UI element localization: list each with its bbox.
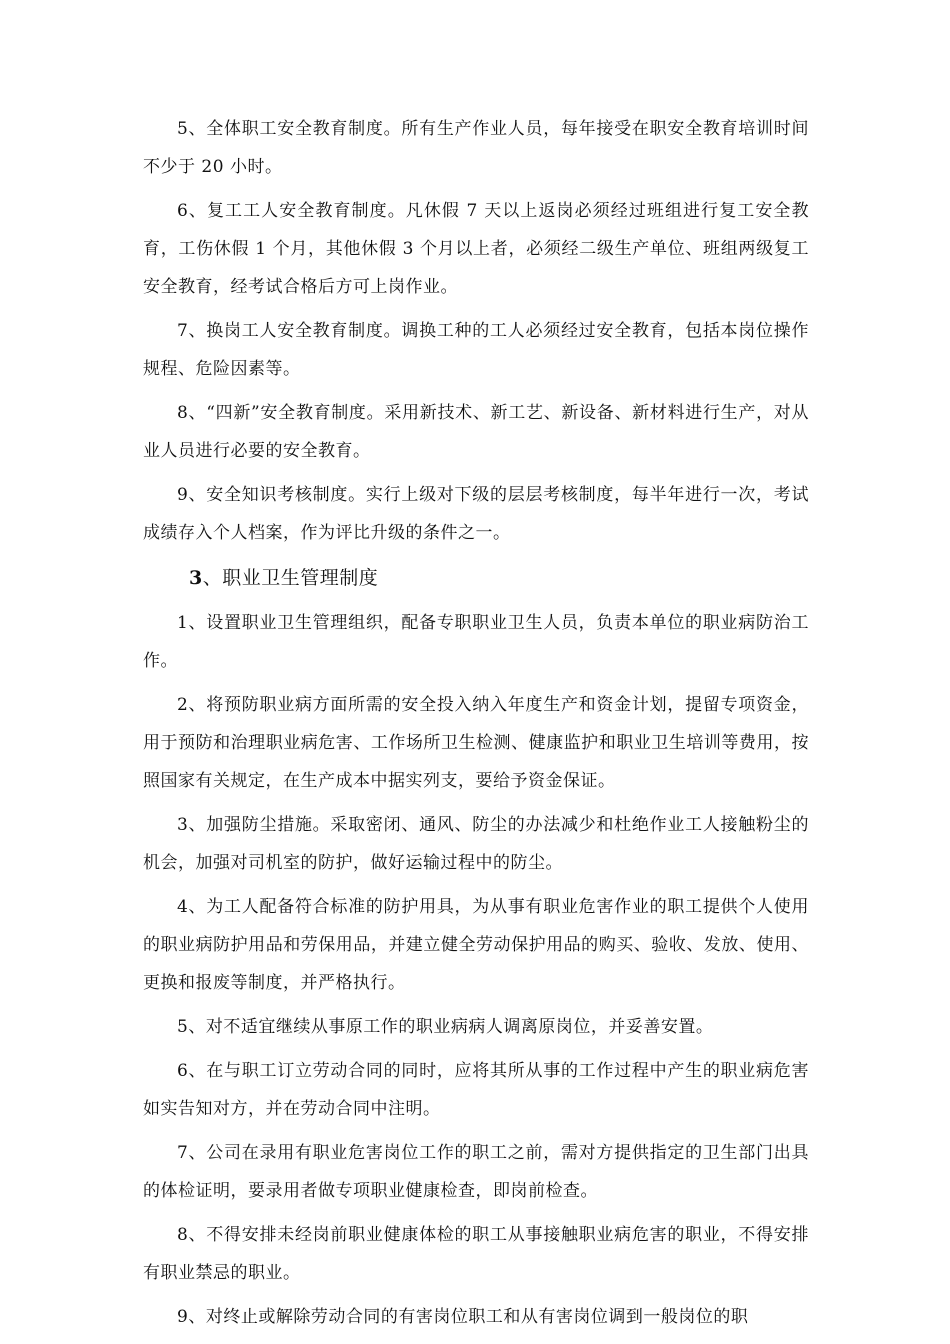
section-number: 3 [189,567,203,589]
paragraph-safety-education-9: 9、安全知识考核制度。实行上级对下级的层层考核制度，每半年进行一次，考试成绩存入个人档案，作为评比升级的条件之一。 [143,485,809,543]
paragraph-safety-education-8: 8、“四新”安全教育制度。采用新技术、新工艺、新设备、新材料进行生产，对从业人员进行必要的安全教育。 [143,403,809,461]
paragraph-occupational-health-6: 6、在与职工订立劳动合同的同时，应将其所从事的工作过程中产生的职业病危害如实告知对方，并在劳动合同中注明。 [143,1061,809,1119]
section-title: 、职业卫生管理制度 [202,567,379,589]
paragraph-safety-education-7: 7、换岗工人安全教育制度。调换工种的工人必须经过安全教育，包括本岗位操作规程、危险因素等。 [143,321,809,379]
section-heading [143,558,809,598]
paragraph-occupational-health-5: 5、对不适宜继续从事原工作的职业病病人调离原岗位，并妥善安置。 [177,1017,714,1037]
document-body [143,110,809,1342]
paragraph-occupational-health-7: 7、公司在录用有职业危害岗位工作的职工之前，需对方提供指定的卫生部门出具的体检证明，要录用者做专项职业健康检查，即岗前检查。 [143,1143,809,1201]
paragraph-occupational-health-2: 2、将预防职业病方面所需的安全投入纳入年度生产和资金计划，提留专项资金，用于预防和治理职业病危害、工作场所卫生检测、健康监护和职业卫生培训等费用，按照国家有关规定，在生产成本中据实列支，要给予资金保证。 [143,695,809,791]
paragraph-occupational-health-9: 9、对终止或解除劳动合同的有害岗位职工和从有害岗位调到一般岗位的职 [177,1307,749,1327]
paragraph-safety-education-5: 5、全体职工安全教育制度。所有生产作业人员，每年接受在职安全教育培训时间不少于 20 小时。 [143,119,809,177]
paragraph-safety-education-6: 6、复工工人安全教育制度。凡休假 7 天以上返岗必须经过班组进行复工安全教育，工伤休假 1 个月，其他休假 3 个月以上者，必须经二级生产单位、班组两级复工安全教育，经考试合格后方可上岗作业。 [143,201,809,297]
paragraph-occupational-health-8: 8、不得安排未经岗前职业健康体检的职工从事接触职业病危害的职业，不得安排有职业禁忌的职业。 [143,1225,809,1283]
paragraph-occupational-health-4: 4、为工人配备符合标准的防护用具，为从事有职业危害作业的职工提供个人使用的职业病防护用品和劳保用品，并建立健全劳动保护用品的购买、验收、发放、使用、更换和报废等制度，并严格执行。 [143,897,809,993]
paragraph-occupational-health-1: 1、设置职业卫生管理组织，配备专职职业卫生人员，负责本单位的职业病防治工作。 [143,613,809,671]
paragraph-occupational-health-3: 3、加强防尘措施。采取密闭、通风、防尘的办法减少和杜绝作业工人接触粉尘的机会，加强对司机室的防护，做好运输过程中的防尘。 [143,815,809,873]
